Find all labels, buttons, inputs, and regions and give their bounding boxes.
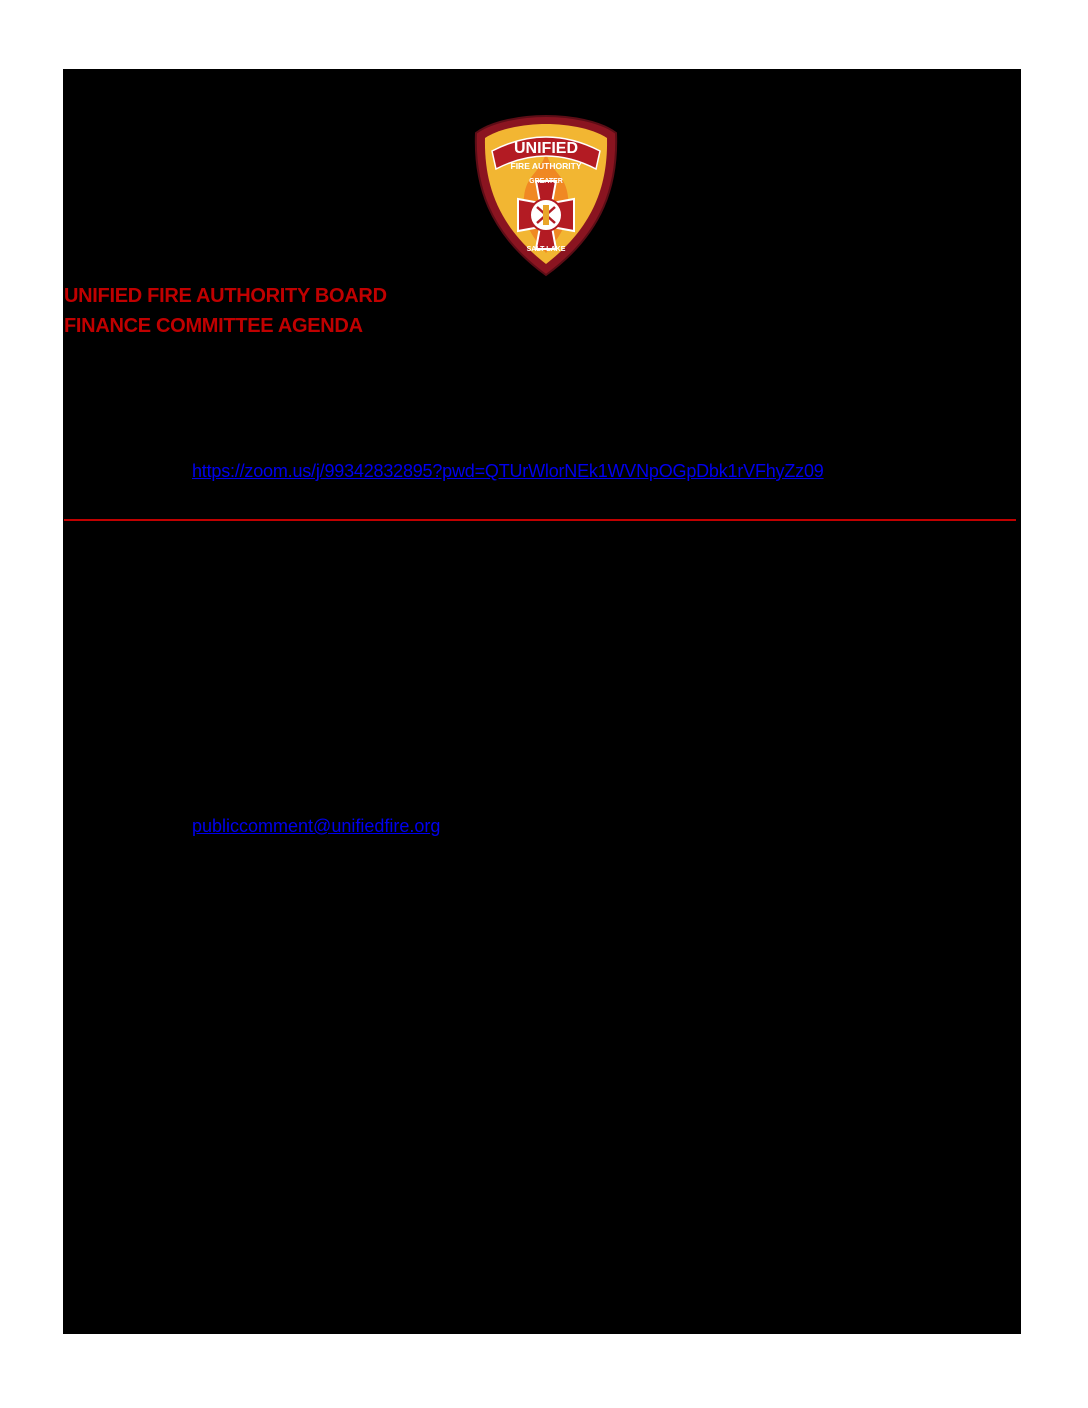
section-divider: [64, 519, 1016, 521]
zoom-meeting-link[interactable]: https://zoom.us/j/99342832895?pwd=QTUrWlorNEk1WVNpOGpDbk1rVFhyZz09: [192, 461, 824, 481]
svg-text:GREATER: GREATER: [529, 178, 563, 185]
public-comment-email-link[interactable]: publiccomment@unifiedfire.org: [192, 816, 441, 836]
unified-fire-authority-logo: [470, 113, 622, 278]
svg-text:FIRE AUTHORITY: FIRE AUTHORITY: [510, 161, 582, 171]
agenda-title-line1: UNIFIED FIRE AUTHORITY BOARD: [64, 285, 387, 307]
svg-text:SALT LAKE: SALT LAKE: [526, 246, 566, 253]
svg-text:UNIFIED: UNIFIED: [514, 140, 578, 157]
agenda-title-line2: FINANCE COMMITTEE AGENDA: [64, 315, 363, 337]
